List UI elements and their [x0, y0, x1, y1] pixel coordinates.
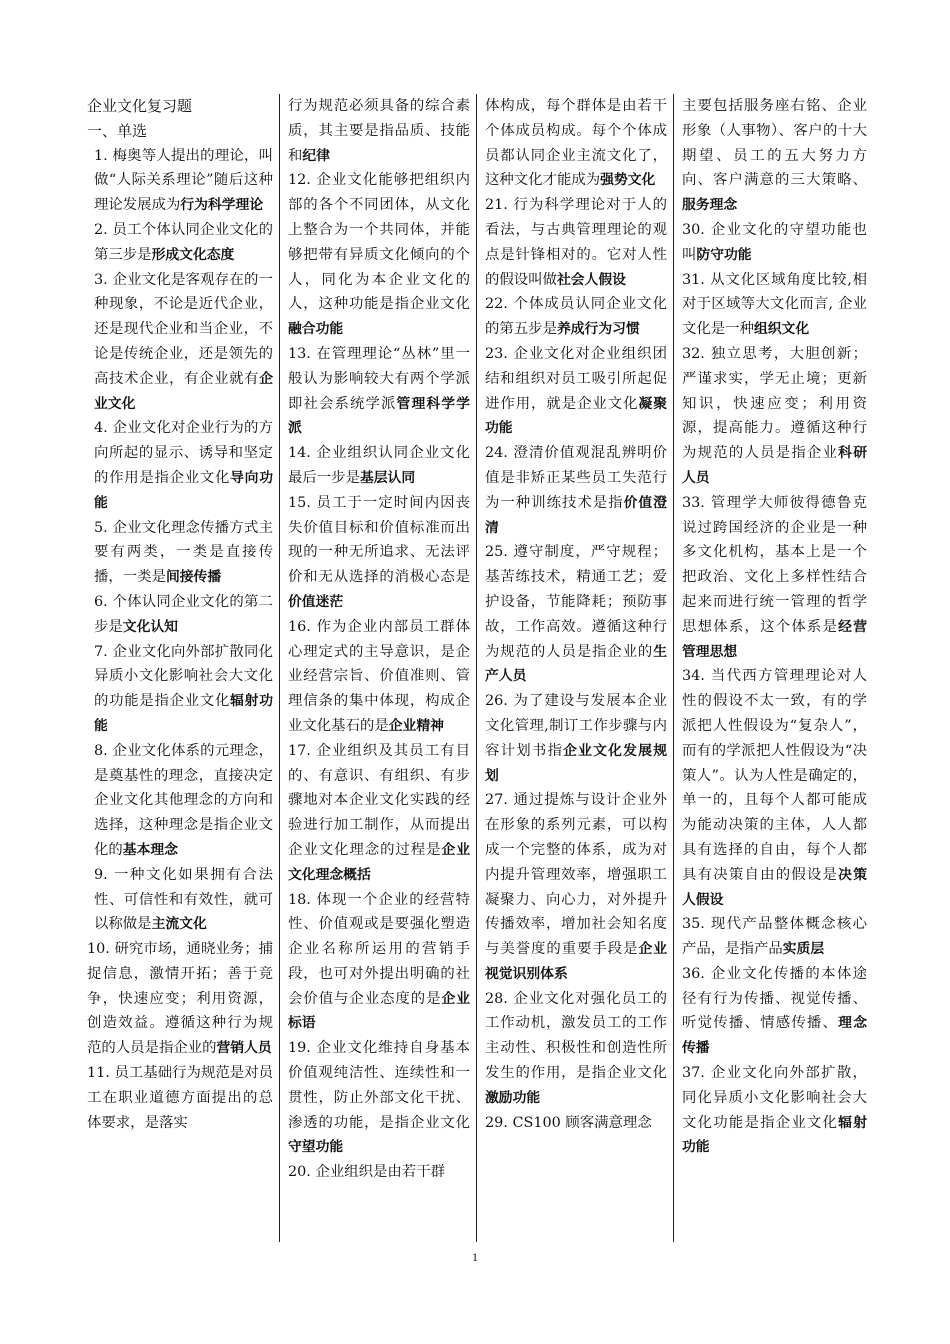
- question-text: 21. 行为科学理论对于人的看法，与古典管理理论的观点是针锋相对的。它对人性的假设叫做: [485, 197, 667, 288]
- column-2: [284, 94, 474, 1242]
- question-text: 2. 员工个体认同企业文化的第三步是: [94, 221, 273, 263]
- answer-text: 价值迷茫: [288, 593, 344, 610]
- question-item: [288, 491, 470, 615]
- question-item: [87, 516, 273, 590]
- question-text: 6. 个体认同企业文化的第二步是: [94, 593, 273, 635]
- answer-text: 生产人员: [485, 643, 667, 685]
- question-text: 19. 企业文化维持自身基本价值观纯洁性、连续性和一贯性，防止外部文化干扰、渗透的功能，是指企业文化: [288, 1040, 470, 1131]
- answer-text: 强势文化: [600, 172, 656, 189]
- question-item: [485, 987, 667, 1111]
- question-text: 5. 企业文化理念传播方式主要有两类，一类是直接传播，一类是: [94, 519, 273, 586]
- question-item: [485, 342, 667, 441]
- page-number: 1: [472, 1250, 478, 1264]
- answer-text: 企业文化: [94, 370, 273, 412]
- question-text: 1. 梅奥等人提出的理论，叫做“人际关系理论”随后这种理论发展成为: [94, 147, 273, 214]
- question-item: [485, 788, 667, 986]
- question-item: [87, 590, 273, 640]
- column-1: [87, 94, 277, 1242]
- column-divider: [279, 94, 280, 1242]
- question-item: [485, 193, 667, 292]
- question-text: 34. 当代西方管理理论对人性的假设不太一致，有的学派把人性假设为“复杂人”，而有的学派把人性假设为“决策人”。认为人性是确定的，单一的，且每个人都可能成为能动决策的主体，人人都具有选择的自由，每个人都具有决策自由的假设是: [682, 668, 867, 883]
- answer-text: 企业文化发展规划: [485, 742, 667, 784]
- question-text: 8. 企业文化体系的元理念，是奠基性的理念，直接决定企业文化其他理念的方向和选择，这种理念是指企业文化的: [94, 742, 273, 858]
- answer-text: 间接传播: [165, 569, 222, 586]
- question-item: [288, 168, 470, 342]
- question-item: [87, 1061, 273, 1135]
- answer-text: 凝聚功能: [485, 395, 667, 437]
- question-item: [682, 912, 867, 962]
- question-item: [87, 268, 273, 417]
- question-item: [485, 1111, 667, 1136]
- answer-text: 激励功能: [485, 1089, 541, 1106]
- question-item: [682, 342, 867, 491]
- question-item: [485, 94, 667, 193]
- answer-text: 组织文化: [753, 321, 810, 338]
- question-text: 11. 员工基础行为规范是对员工在职业道德方面提出的总体要求，是落实: [87, 1065, 273, 1131]
- answer-text: 社会人假设: [556, 271, 626, 288]
- answer-text: 科研人员: [682, 445, 867, 486]
- question-text: 26. 为了建设与发展本企业文化管理,制订工作步骤与内容计划书指: [485, 693, 667, 759]
- answer-text: 企业视觉识别体系: [485, 941, 667, 982]
- answer-text: 纪律: [302, 147, 330, 164]
- answer-text: 决策人假设: [682, 866, 867, 908]
- question-item: [288, 342, 470, 441]
- question-item: [288, 94, 470, 168]
- question-text: 24. 澄清价值观混乱辨明价值是非矫正某些员工失范行为一种训练技术是指: [485, 445, 667, 511]
- question-item: [87, 640, 273, 739]
- answer-text: 管理科学学派: [288, 395, 470, 437]
- question-text: 30. 企业文化的守望功能也叫: [682, 221, 867, 263]
- column-divider: [673, 94, 674, 1242]
- answer-text: 主流文化: [151, 916, 207, 933]
- question-item: [485, 540, 667, 689]
- answer-text: 文化认知: [122, 618, 178, 635]
- answer-text: 理念传播: [682, 1015, 867, 1057]
- question-item: [682, 94, 867, 218]
- question-item: [485, 689, 667, 788]
- question-text: 主要包括服务座右铭、企业形象（人事物）、客户的十大期望、员工的五大努力方向、客户满意的三大策略、: [682, 98, 867, 189]
- question-item: [288, 441, 470, 491]
- question-text: 10. 研究市场，通晓业务；捕捉信息，激情开拓；善于竞争，快速应变；利用资源，创造效益。遵循这种行为规范的人员是指企业的: [87, 941, 273, 1057]
- column-divider: [476, 94, 477, 1242]
- answer-text: 防守功能: [696, 246, 752, 263]
- question-text: 行为规范必须具备的综合素质，其主要是指品质、技能和: [288, 98, 470, 164]
- question-item: [682, 1061, 867, 1160]
- answer-text: 融合功能: [288, 321, 344, 338]
- answer-text: 经营管理思想: [682, 618, 867, 660]
- question-text: 17. 企业组织及其员工有目的、有意识、有组织、有步骤地对本企业文化实践的经验进行加工制作，从而提出企业文化理念的过程是: [288, 742, 470, 858]
- document-title: 企业文化复习题: [87, 97, 193, 115]
- answer-text: 行为科学理论: [180, 197, 264, 214]
- question-item: [288, 1160, 470, 1185]
- question-item: [682, 218, 867, 268]
- question-list: [87, 144, 273, 1136]
- question-text: 27. 通过提炼与设计企业外在形象的系列元素，可以构成一个完整的体系，成为对内提升管理效率，增强职工凝聚力、向心力，对外提升传播效率，增加社会知名度与美誉度的重要手段是: [485, 792, 667, 958]
- column-4: [678, 94, 867, 1242]
- answer-text: 守望功能: [288, 1139, 344, 1156]
- question-text: 15. 员工于一定时间内因丧失价值目标和价值标准而出现的一种无所追求、无法评价和无从选择的消极心态是: [288, 494, 470, 586]
- question-text: 29. CS100 顾客满意理念: [485, 1114, 652, 1131]
- question-text: 13. 在管理理论“丛林”里一般认为影响较大有两个学派即社会系统学派: [288, 345, 470, 412]
- question-item: [87, 416, 273, 515]
- answer-text: 辐射功能: [94, 693, 273, 734]
- question-list: [288, 94, 470, 1185]
- answer-text: 企业精神: [388, 717, 444, 734]
- question-text: 7. 企业文化向外部扩散同化异质小文化影响社会大文化的功能是指企业文化: [94, 643, 273, 710]
- question-item: [682, 664, 867, 912]
- answer-text: 养成行为习惯: [556, 321, 640, 338]
- question-text: 35. 现代产品整体概念核心产品，是指产品: [682, 916, 867, 958]
- document-page: [87, 94, 867, 1242]
- question-text: 9. 一种文化如果拥有合法性、可信性和有效性，就可以称做是: [94, 866, 273, 933]
- section-heading: 一、单选: [87, 121, 148, 140]
- answer-text: 企业标语: [288, 990, 470, 1032]
- question-list: [682, 94, 867, 1160]
- question-text: 32. 独立思考，大胆创新；严谨求实，学无止境；更新知识，快速应变；利用资源，提高能力。遵循这种行为规范的人员是指企业: [682, 345, 867, 462]
- question-list: [485, 94, 667, 1135]
- question-text: 14. 企业组织认同企业文化最后一步是: [288, 445, 470, 486]
- question-text: 23. 企业文化对企业组织团结和组织对员工吸引所起促进作用，就是企业文化: [485, 345, 667, 412]
- question-item: [288, 739, 470, 888]
- question-text: 3. 企业文化是客观存在的一种现象，不论是近代企业，还是现代企业和当企业，不论是传统企业，还是领先的高技术企业，有企业就有: [94, 271, 273, 387]
- answer-text: 形成文化态度: [151, 246, 235, 263]
- question-text: 25. 遵守制度，严守规程；基苦练技术，精通工艺；爱护设备，节能降耗；预防事故，工作高效。遵循这种行为规范的人员是指企业的: [485, 544, 667, 660]
- question-item: [87, 739, 273, 863]
- answer-text: 基本理念: [122, 841, 178, 858]
- answer-text: 实质层: [782, 941, 825, 958]
- question-item: [682, 962, 867, 1061]
- question-item: [87, 937, 273, 1061]
- question-item: [87, 144, 273, 218]
- question-text: 4. 企业文化对企业行为的方向所起的显示、诱导和坚定的作用是指企业文化: [94, 420, 273, 486]
- question-item: [288, 1036, 470, 1160]
- question-text: 36. 企业文化传播的本体途径有行为传播、视觉传播、听觉传播、情感传播、: [682, 965, 867, 1032]
- question-text: 16. 作为企业内部员工群体心理定式的主导意识，是企业经营宗旨、价值准则、管理信条的集中体现，构成企业文化基石的是: [288, 618, 470, 734]
- question-item: [288, 615, 470, 739]
- question-text: 18. 体现一个企业的经营特性、价值观或是要强化塑造企业名称所运用的营销手段，也可对外提出明确的社会价值与企业态度的是: [288, 891, 470, 1007]
- question-item: [682, 491, 867, 665]
- question-item: [87, 863, 273, 937]
- question-item: [288, 888, 470, 1037]
- question-item: [87, 218, 273, 268]
- question-text: 31. 从文化区域角度比较,相对于区域等大文化而言, 企业文化是一种: [682, 271, 867, 338]
- question-text: 37. 企业文化向外部扩散，同化异质小文化影响社会大文化功能是指企业文化: [682, 1065, 867, 1131]
- column-3: [481, 94, 671, 1242]
- question-item: [682, 268, 867, 342]
- question-text: 28. 企业文化对强化员工的工作动机，激发员工的工作主动性、积极性和创造性所发生的作用，是指企业文化: [485, 990, 667, 1082]
- question-item: [485, 292, 667, 342]
- answer-text: 辐射功能: [682, 1114, 867, 1156]
- answer-text: 导向功能: [94, 469, 273, 511]
- answer-text: 价值澄清: [485, 494, 667, 536]
- question-text: 33. 管理学大师彼得德鲁克说过跨国经济的企业是一种多文化机构，基本上是一个把政治、文化上多样性结合起来而进行统一管理的哲学思想体系，这个体系是: [682, 494, 867, 635]
- question-text: 22. 个体成员认同企业文化的第五步是: [485, 296, 667, 338]
- answer-text: 服务理念: [682, 197, 738, 214]
- question-text: 12. 企业文化能够把组织内部的各个不同团体，从文化上整合为一个共同体，并能够把带有异质文化倾向的个人，同化为本企业文化的人，这种功能是指企业文化: [288, 172, 470, 313]
- answer-text: 基层认同: [359, 469, 416, 486]
- question-item: [485, 441, 667, 540]
- answer-text: 营销人员: [216, 1040, 272, 1057]
- question-text: 体构成，每个群体是由若干个体成员构成。每个个体成员都认同企业主流文化了，这种文化才能成为: [485, 98, 667, 189]
- answer-text: 企业文化理念概括: [288, 841, 470, 883]
- question-text: 20. 企业组织是由若干群: [288, 1164, 445, 1181]
